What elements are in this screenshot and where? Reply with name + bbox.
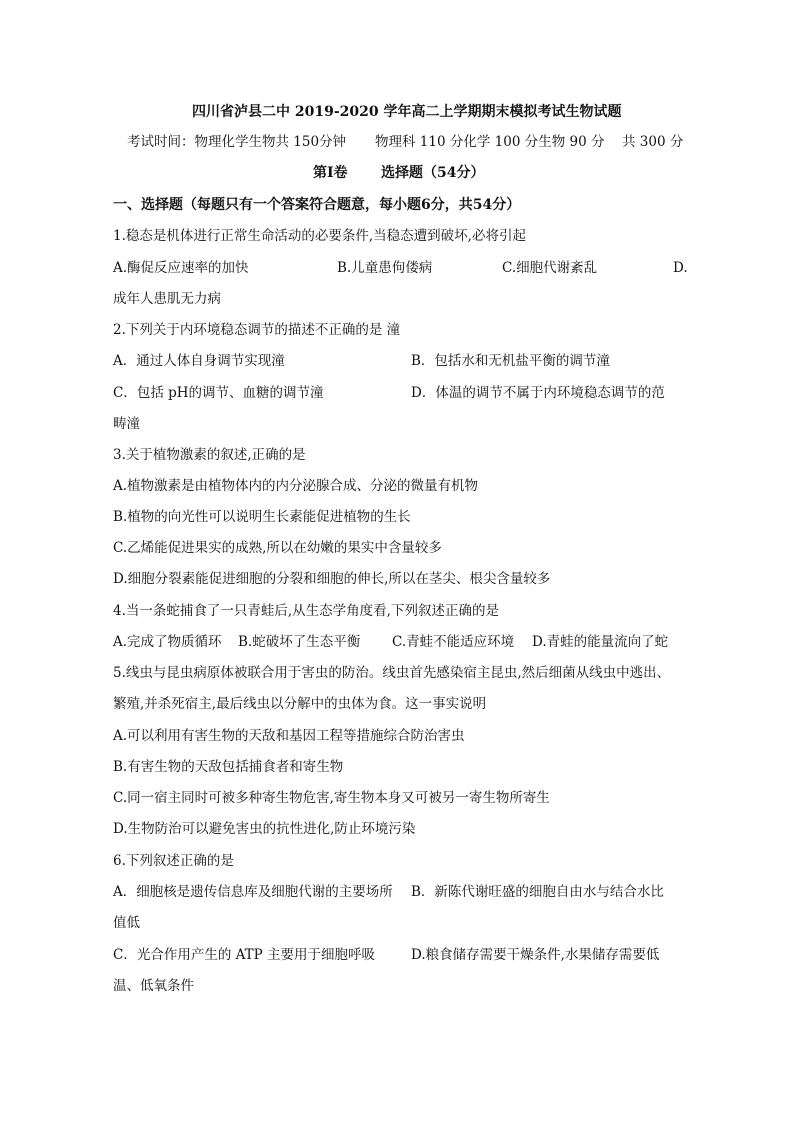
question-stem-continuation: 繁殖,并杀死宿主,最后线虫以分解中的虫体为食。这一事实说明 bbox=[113, 696, 487, 712]
option-continuation: 值低 bbox=[113, 915, 140, 931]
option: A.可以利用有害生物的天敌和基因工程等措施综合防治害虫 bbox=[113, 728, 465, 744]
option: D.细胞分裂素能促进细胞的分裂和细胞的伸长,所以在茎尖、根尖含量较多 bbox=[113, 571, 551, 587]
option: D．体温的调节不属于内环境稳态调节的范 bbox=[411, 385, 665, 401]
exam-time: 考试时间：物理化学生物共 150分钟 bbox=[127, 134, 347, 150]
option: D.青蛙的能量流向了蛇 bbox=[532, 634, 669, 650]
option: C.青蛙不能适应环境 bbox=[392, 634, 515, 650]
option: D.粮食储存需要干燥条件,水果储存需要低 bbox=[411, 947, 660, 963]
option: C.细胞代谢紊乱 bbox=[502, 260, 598, 276]
question-stem: 2.下列关于内环境稳态调节的描述不正确的是 潼 bbox=[113, 322, 401, 338]
score-split: 物理科 110 分化学 100 分生物 90 分 bbox=[375, 134, 605, 150]
option: B．新陈代谢旺盛的细胞自由水与结合水比 bbox=[411, 884, 664, 900]
volume-type: 选择题（54分） bbox=[381, 165, 485, 181]
total-score: 共 300 分 bbox=[622, 134, 684, 150]
option: B.儿童患佝偻病 bbox=[337, 260, 433, 276]
question-stem: 5.线虫与昆虫病原体被联合用于害虫的防治。线虫首先感染宿主昆虫,然后细菌从线虫中逃出、 bbox=[113, 665, 671, 681]
option: A．通过人体自身调节实现潼 bbox=[113, 353, 285, 369]
question-stem: 6.下列叙述正确的是 bbox=[113, 853, 234, 869]
volume-label: 第Ⅰ卷 bbox=[313, 165, 348, 181]
option: A.植物激素是由植物体内的内分泌腺合成、分泌的微量有机物 bbox=[113, 478, 479, 494]
question-stem: 4.当一条蛇捕食了一只青蛙后,从生态学角度看,下列叙述正确的是 bbox=[113, 603, 499, 619]
section-heading: 一、选择题（每题只有一个答案符合题意，每小题6分，共54分） bbox=[113, 197, 521, 213]
exam-title: 四川省泸县二中 2019-2020 学年高二上学期期末模拟考试生物试题 bbox=[192, 104, 622, 120]
option: B．包括水和无机盐平衡的调节潼 bbox=[411, 353, 610, 369]
option: B.蛇破坏了生态平衡 bbox=[238, 634, 361, 650]
option: B.植物的向光性可以说明生长素能促进植物的生长 bbox=[113, 509, 411, 525]
question-stem: 3.关于植物激素的叙述,正确的是 bbox=[113, 447, 306, 463]
option: B.有害生物的天敌包括捕食者和寄生物 bbox=[113, 759, 344, 775]
option: C.同一宿主同时可被多种寄生物危害,寄生物本身又可被另一寄生物所寄生 bbox=[113, 790, 550, 806]
option-continuation: 成年人患肌无力病 bbox=[113, 291, 221, 307]
option: C．光合作用产生的 ATP 主要用于细胞呼吸 bbox=[113, 947, 376, 963]
option: A.完成了物质循环 bbox=[113, 634, 222, 650]
option-continuation: 温、低氧条件 bbox=[113, 978, 194, 994]
option: C．包括 pH的调节、血糖的调节潼 bbox=[113, 385, 324, 401]
option: A.酶促反应速率的加快 bbox=[113, 260, 249, 276]
option: C.乙烯能促进果实的成熟,所以在幼嫩的果实中含量较多 bbox=[113, 540, 442, 556]
option: D. bbox=[673, 260, 688, 276]
question-stem: 1.稳态是机体进行正常生命活动的必要条件,当稳态遭到破坏,必将引起 bbox=[113, 228, 526, 244]
option: A．细胞核是遗传信息库及细胞代谢的主要场所 bbox=[113, 884, 393, 900]
option-continuation: 畴潼 bbox=[113, 416, 140, 432]
option: D.生物防治可以避免害虫的抗性进化,防止环境污染 bbox=[113, 821, 416, 837]
